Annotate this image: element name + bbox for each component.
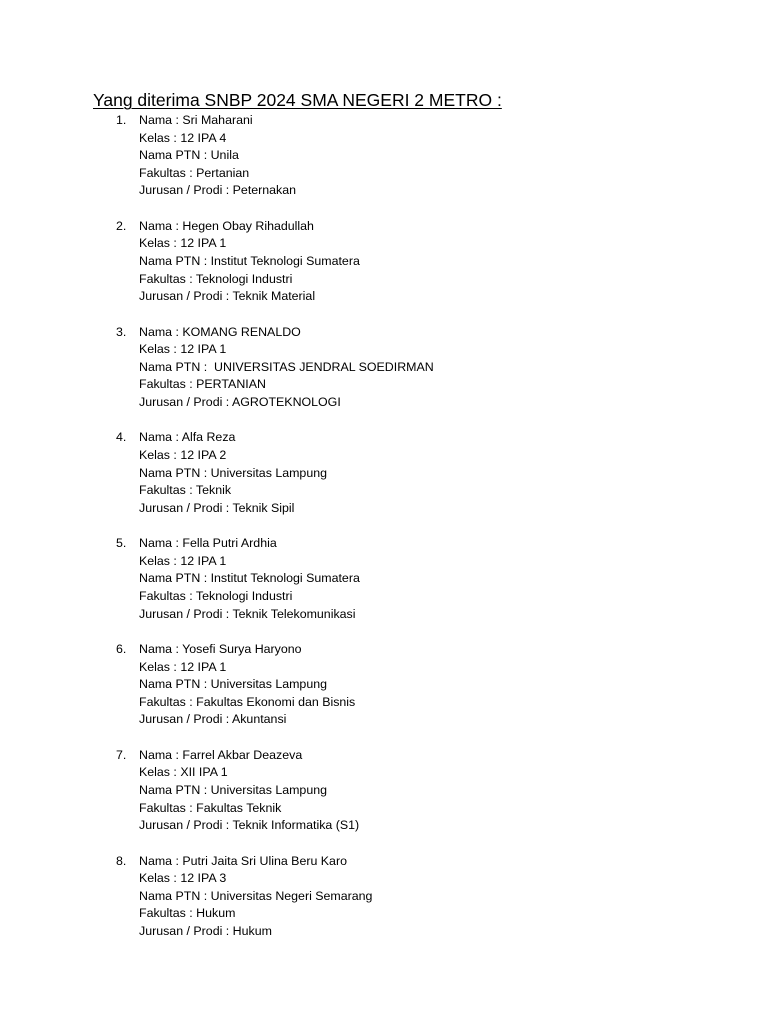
fakultas-field: Fakultas : Fakultas Teknik — [139, 800, 282, 815]
prodi-field: Jurusan / Prodi : Teknik Material — [139, 289, 316, 304]
prodi-field: Jurusan / Prodi : Teknik Informatika (S1) — [139, 818, 360, 833]
entry-fields — [139, 747, 359, 835]
entry-number: 3. — [116, 324, 127, 339]
entry-fields — [139, 112, 296, 200]
nama-field: Nama : KOMANG RENALDO — [139, 324, 301, 339]
nama-field: Nama : Hegen Obay Rihadullah — [139, 218, 314, 233]
fakultas-field: Fakultas : Teknologi Industri — [139, 588, 293, 603]
ptn-field: Nama PTN : UNIVERSITAS JENDRAL SOEDIRMAN — [139, 359, 434, 374]
prodi-field: Jurusan / Prodi : Teknik Sipil — [139, 500, 295, 515]
kelas-field: Kelas : 12 IPA 2 — [139, 447, 227, 462]
ptn-field: Nama PTN : Unila — [139, 148, 239, 163]
kelas-field: Kelas : 12 IPA 3 — [139, 871, 227, 886]
kelas-field: Kelas : 12 IPA 4 — [139, 130, 227, 145]
prodi-field: Jurusan / Prodi : Akuntansi — [139, 712, 287, 727]
entry-number: 7. — [116, 747, 127, 762]
entry-fields — [139, 218, 360, 306]
ptn-field: Nama PTN : Institut Teknologi Sumatera — [139, 571, 360, 586]
kelas-field: Kelas : 12 IPA 1 — [139, 659, 227, 674]
kelas-field: Kelas : 12 IPA 1 — [139, 553, 227, 568]
entry-number: 8. — [116, 853, 127, 868]
ptn-field: Nama PTN : Universitas Negeri Semarang — [139, 888, 373, 903]
entry-number: 5. — [116, 536, 127, 551]
ptn-field: Nama PTN : Universitas Lampung — [139, 465, 327, 480]
entry-number: 2. — [116, 218, 127, 233]
nama-field: Nama : Fella Putri Ardhia — [139, 536, 277, 551]
nama-field: Nama : Yosefi Surya Haryono — [139, 641, 302, 656]
nama-field: Nama : Sri Maharani — [139, 113, 253, 127]
kelas-field: Kelas : 12 IPA 1 — [139, 342, 227, 357]
entry-number: 1. — [116, 113, 127, 127]
entry-fields — [139, 324, 434, 412]
nama-field: Nama : Putri Jaita Sri Ulina Beru Karo — [139, 853, 347, 868]
ptn-field: Nama PTN : Universitas Lampung — [139, 782, 327, 797]
ptn-field: Nama PTN : Institut Teknologi Sumatera — [139, 253, 360, 268]
fakultas-field: Fakultas : PERTANIAN — [139, 377, 266, 392]
fakultas-field: Fakultas : Teknik — [139, 483, 232, 498]
ptn-field: Nama PTN : Universitas Lampung — [139, 677, 327, 692]
nama-field: Nama : Alfa Reza — [139, 430, 236, 445]
nama-field: Nama : Farrel Akbar Deazeva — [139, 747, 303, 762]
fakultas-field: Fakultas : Hukum — [139, 906, 236, 921]
entry-fields — [139, 853, 372, 941]
kelas-field: Kelas : XII IPA 1 — [139, 765, 228, 780]
fakultas-field: Fakultas : Teknologi Industri — [139, 271, 293, 286]
entry-fields — [139, 429, 327, 517]
entry-number: 6. — [116, 641, 127, 656]
entry-fields — [139, 641, 355, 729]
page-title: Yang diterima SNBP 2024 SMA NEGERI 2 METRO : — [93, 90, 502, 110]
prodi-field: Jurusan / Prodi : Teknik Telekomunikasi — [139, 606, 356, 621]
prodi-field: Jurusan / Prodi : Peternakan — [139, 183, 297, 198]
entry-number: 4. — [116, 430, 127, 445]
entry-fields — [139, 535, 360, 623]
prodi-field: Jurusan / Prodi : Hukum — [139, 923, 272, 938]
fakultas-field: Fakultas : Pertanian — [139, 165, 250, 180]
kelas-field: Kelas : 12 IPA 1 — [139, 236, 227, 251]
prodi-field: Jurusan / Prodi : AGROTEKNOLOGI — [139, 394, 341, 409]
fakultas-field: Fakultas : Fakultas Ekonomi dan Bisnis — [139, 694, 356, 709]
